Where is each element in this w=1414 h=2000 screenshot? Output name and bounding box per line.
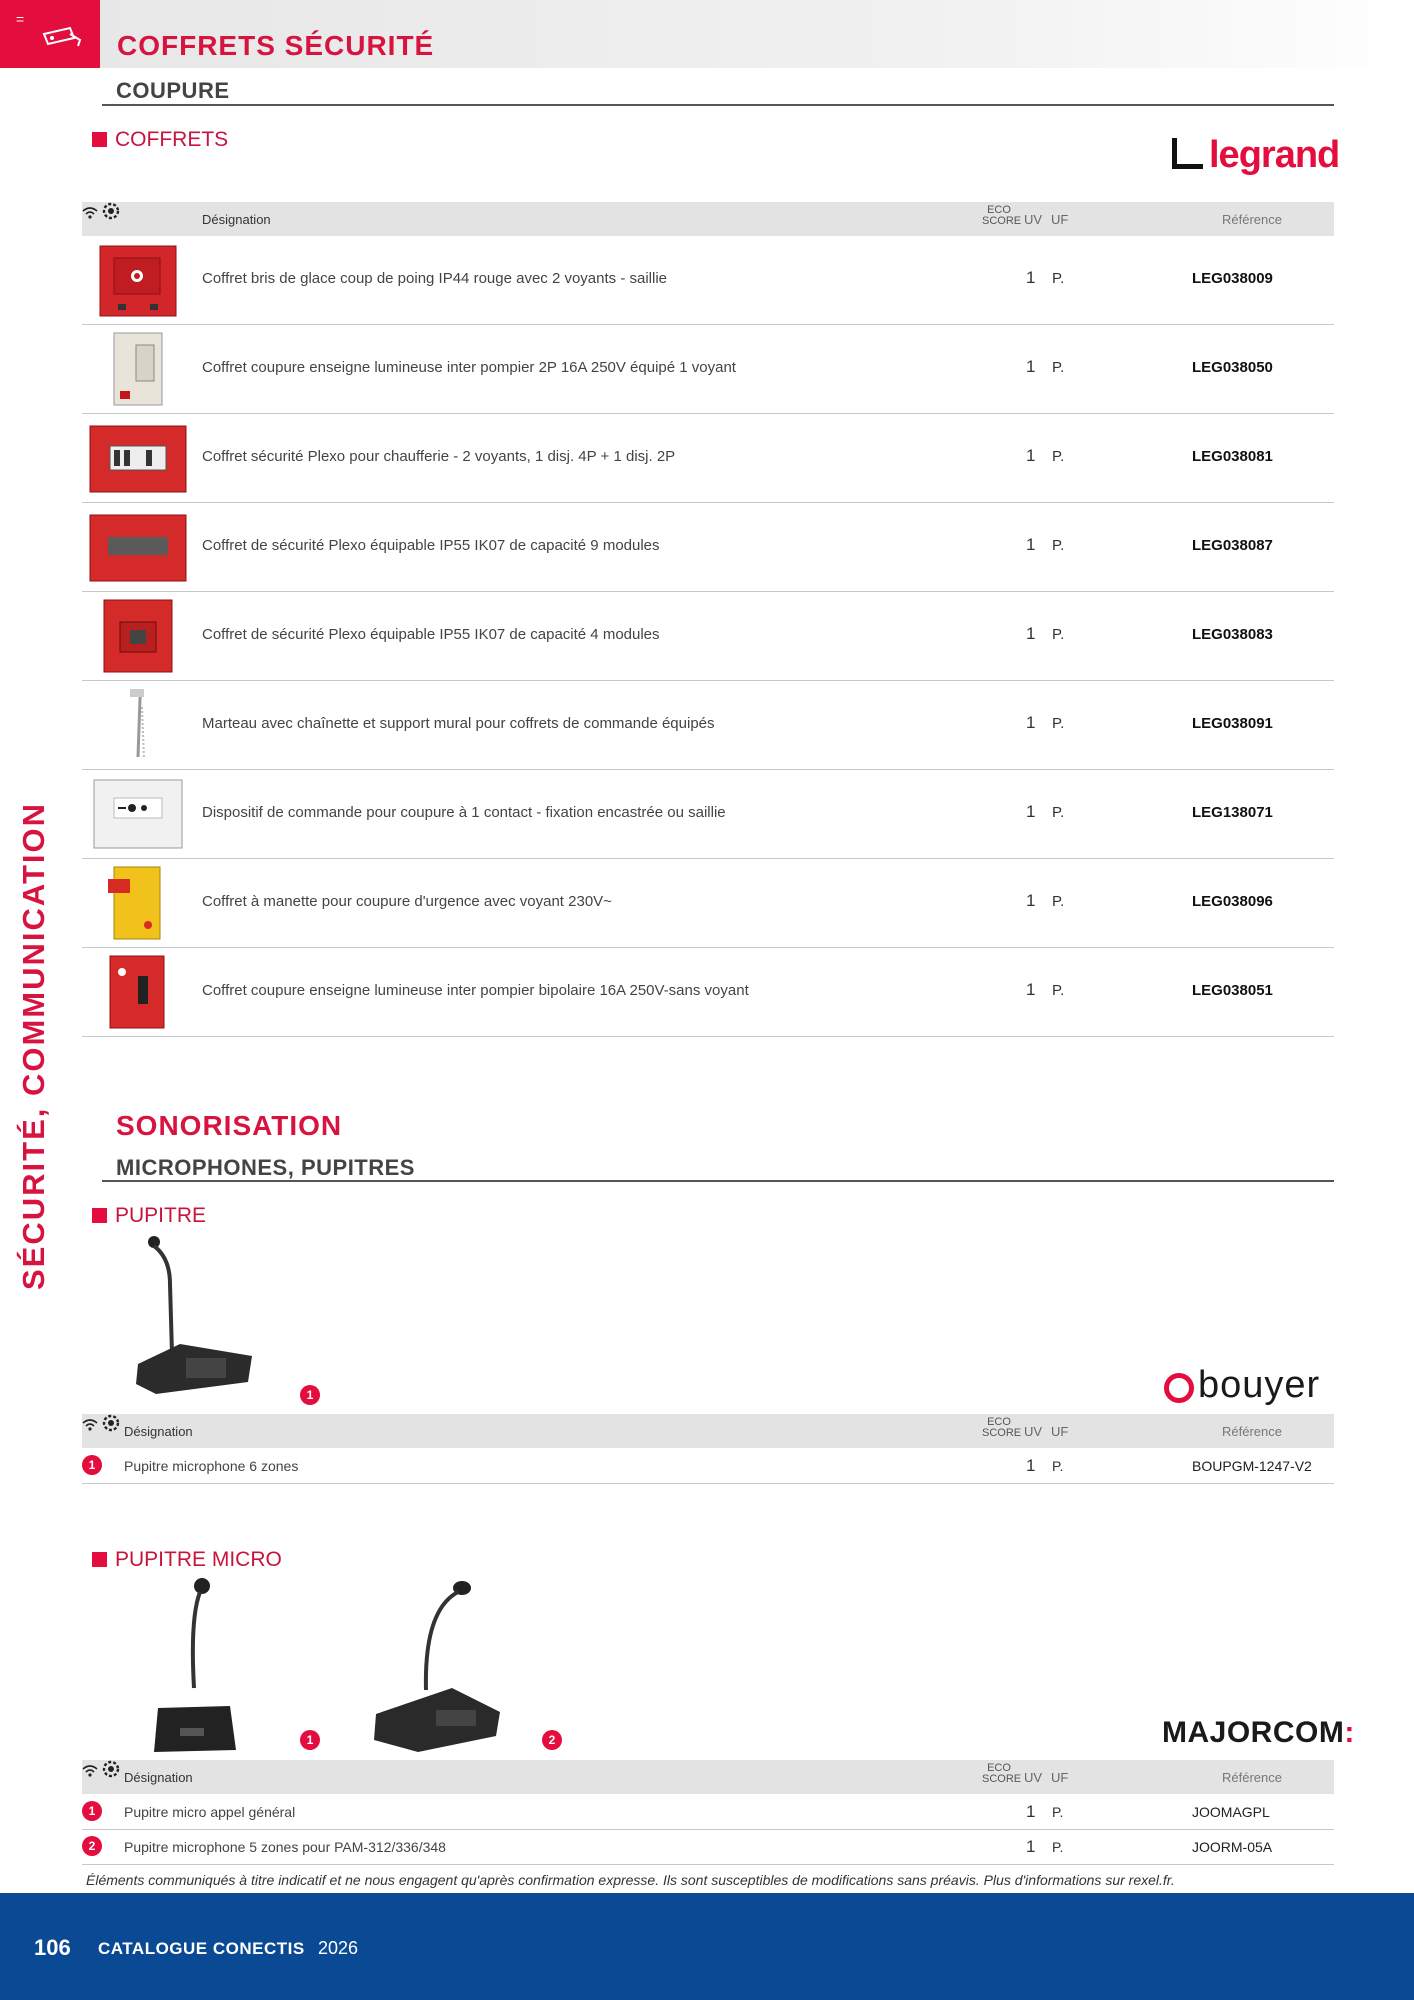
side-label: SÉCURITÉ, COMMUNICATION	[16, 801, 51, 1290]
product-image	[88, 509, 188, 585]
bouyer-mark-icon	[1164, 1373, 1194, 1403]
gear-icon	[102, 1414, 120, 1432]
category-square-icon	[92, 1208, 107, 1223]
micro-1-product-image	[150, 1578, 240, 1754]
table-row[interactable]	[82, 859, 1334, 948]
row-uv: 1	[1026, 446, 1036, 465]
catalogue-name: CATALOGUE CONECTIS	[98, 1939, 305, 1958]
table-row[interactable]	[82, 1830, 1334, 1865]
footer-bar	[0, 1893, 1414, 2000]
row-reference[interactable]: JOORM-05A	[1192, 1839, 1273, 1855]
majorcom-logo: MAJORCOM:	[1162, 1716, 1355, 1749]
product-image	[88, 598, 188, 674]
cctv-icon	[40, 26, 84, 48]
row-reference[interactable]: LEG038051	[1192, 982, 1273, 999]
category-square-icon	[92, 132, 107, 147]
row-designation: Coffret à manette pour coupure d'urgence avec voyant 230V~	[202, 893, 612, 910]
row-reference[interactable]: JOOMAGPL	[1192, 1804, 1270, 1820]
legrand-mark-icon	[1172, 138, 1203, 169]
row-reference[interactable]: LEG038083	[1192, 626, 1273, 643]
page-number: 106	[34, 1935, 71, 1960]
sonorisation-subtitle: MICROPHONES, PUPITRES	[116, 1155, 415, 1180]
gear-icon	[102, 202, 120, 220]
product-image	[88, 865, 188, 941]
row-reference[interactable]: LEG038087	[1192, 537, 1273, 554]
row-uv: 1	[1026, 1802, 1036, 1821]
row-designation: Pupitre micro appel général	[124, 1804, 296, 1820]
row-uf: P.	[1052, 893, 1065, 910]
col-uv: UV	[1024, 1770, 1043, 1785]
row-uv: 1	[1026, 802, 1036, 821]
row-uf: P.	[1052, 537, 1065, 554]
row-reference[interactable]: LEG038081	[1192, 448, 1273, 465]
col-eco-score: ECO SCORE	[982, 204, 1022, 227]
row-reference[interactable]: LEG038050	[1192, 359, 1273, 376]
catalogue-year: 2026	[318, 1938, 359, 1958]
pupitre-product-image	[130, 1234, 260, 1398]
col-reference: Référence	[1222, 1770, 1282, 1785]
sonorisation-rule	[102, 1180, 1334, 1182]
row-reference[interactable]: BOUPGM-1247-V2	[1192, 1458, 1312, 1474]
col-uf: UF	[1051, 1424, 1069, 1439]
row-reference[interactable]: LEG038096	[1192, 893, 1273, 910]
product-image	[88, 242, 188, 318]
row-uv: 1	[1026, 1456, 1036, 1475]
col-reference: Référence	[1222, 212, 1282, 227]
product-badge-2: 2	[542, 1730, 562, 1750]
table-row[interactable]	[82, 1449, 1334, 1484]
row-uv: 1	[1026, 891, 1036, 910]
row-designation: Marteau avec chaînette et support mural pour coffrets de commande équipés	[202, 715, 715, 732]
menu-glyph: =	[16, 11, 25, 27]
row-designation: Coffret coupure enseigne lumineuse inter pompier bipolaire 16A 250V-sans voyant	[202, 982, 749, 999]
col-uv: UV	[1024, 1424, 1043, 1439]
row-uf: P.	[1052, 804, 1065, 821]
col-designation: Désignation	[124, 1424, 193, 1439]
section-title: COFFRETS SÉCURITÉ	[117, 30, 435, 61]
col-reference: Référence	[1222, 1424, 1282, 1439]
category-pupitre: PUPITRE	[92, 1204, 206, 1228]
category-pupitre-micro: PUPITRE MICRO	[92, 1548, 282, 1572]
row-designation: Pupitre microphone 5 zones pour PAM-312/336/348	[124, 1839, 446, 1855]
product-image	[88, 776, 188, 852]
row-uv: 1	[1026, 980, 1036, 999]
micro-2-product-image	[372, 1580, 502, 1754]
row-uf: P.	[1052, 626, 1065, 643]
row-uf: P.	[1052, 715, 1065, 732]
row-designation: Coffret bris de glace coup de poing IP44 rouge avec 2 voyants - saillie	[202, 270, 667, 287]
row-uv: 1	[1026, 1837, 1036, 1856]
wifi-icon	[82, 206, 98, 220]
title-rule	[102, 104, 1334, 106]
row-uv: 1	[1026, 535, 1036, 554]
row-badge: 1	[82, 1801, 102, 1821]
row-designation: Dispositif de commande pour coupure à 1 contact - fixation encastrée ou saillie	[202, 804, 726, 821]
table-row[interactable]	[82, 770, 1334, 859]
col-uv: UV	[1024, 212, 1043, 227]
product-badge-1: 1	[300, 1385, 320, 1405]
row-uv: 1	[1026, 624, 1036, 643]
col-designation: Désignation	[202, 212, 271, 227]
row-uv: 1	[1026, 268, 1036, 287]
row-designation: Coffret de sécurité Plexo équipable IP55 IK07 de capacité 4 modules	[202, 626, 660, 643]
row-reference[interactable]: LEG138071	[1192, 804, 1273, 821]
row-uf: P.	[1052, 359, 1065, 376]
pupitre-micro-table-header	[82, 1760, 1334, 1794]
product-badge-1: 1	[300, 1730, 320, 1750]
table-row[interactable]	[82, 414, 1334, 503]
wifi-icon	[82, 1764, 98, 1778]
subsection-title: COUPURE	[116, 78, 230, 103]
row-uf: P.	[1052, 1804, 1064, 1820]
row-designation: Coffret coupure enseigne lumineuse inter pompier 2P 16A 250V équipé 1 voyant	[202, 359, 736, 376]
sonorisation-title: SONORISATION	[116, 1110, 343, 1141]
legrand-logo: legrand	[1172, 134, 1339, 177]
col-eco-score: ECO SCORE	[982, 1416, 1022, 1439]
table-row[interactable]	[82, 1795, 1334, 1830]
row-badge: 1	[82, 1455, 102, 1475]
row-designation: Pupitre microphone 6 zones	[124, 1458, 299, 1474]
col-eco-score: ECO SCORE	[982, 1762, 1022, 1785]
product-image	[88, 954, 188, 1030]
product-image	[88, 687, 188, 763]
bouyer-logo: bouyer	[1164, 1364, 1320, 1407]
wifi-icon	[82, 1418, 98, 1432]
table-row[interactable]	[82, 592, 1334, 681]
table-row[interactable]	[82, 325, 1334, 414]
product-image	[88, 331, 188, 407]
category-square-icon	[92, 1552, 107, 1567]
coffrets-table-header	[82, 202, 1334, 236]
disclaimer: Éléments communiqués à titre indicatif et ne nous engagent qu'après confirmation expresse. Ils sont susceptibles de modifications sans préavis. Plus d'informations sur rexel.fr.	[86, 1872, 1175, 1888]
row-designation: Coffret sécurité Plexo pour chaufferie - 2 voyants, 1 disj. 4P + 1 disj. 2P	[202, 448, 676, 465]
col-designation: Désignation	[124, 1770, 193, 1785]
table-row[interactable]	[82, 948, 1334, 1037]
section-corner	[0, 0, 100, 68]
pupitre-table-header	[82, 1414, 1334, 1448]
table-row[interactable]	[82, 681, 1334, 770]
table-row[interactable]	[82, 236, 1334, 325]
row-uf: P.	[1052, 270, 1065, 287]
row-uv: 1	[1026, 357, 1036, 376]
row-uf: P.	[1052, 448, 1065, 465]
row-badge: 2	[82, 1836, 102, 1856]
row-reference[interactable]: LEG038009	[1192, 270, 1273, 287]
row-uf: P.	[1052, 982, 1065, 999]
row-uf: P.	[1052, 1839, 1064, 1855]
col-uf: UF	[1051, 1770, 1069, 1785]
product-image	[88, 420, 188, 496]
row-uv: 1	[1026, 713, 1036, 732]
category-coffrets: COFFRETS	[92, 128, 228, 152]
col-uf: UF	[1051, 212, 1069, 227]
row-designation: Coffret de sécurité Plexo équipable IP55 IK07 de capacité 9 modules	[202, 537, 660, 554]
table-row[interactable]	[82, 503, 1334, 592]
row-reference[interactable]: LEG038091	[1192, 715, 1273, 732]
row-uf: P.	[1052, 1458, 1064, 1474]
gear-icon	[102, 1760, 120, 1778]
